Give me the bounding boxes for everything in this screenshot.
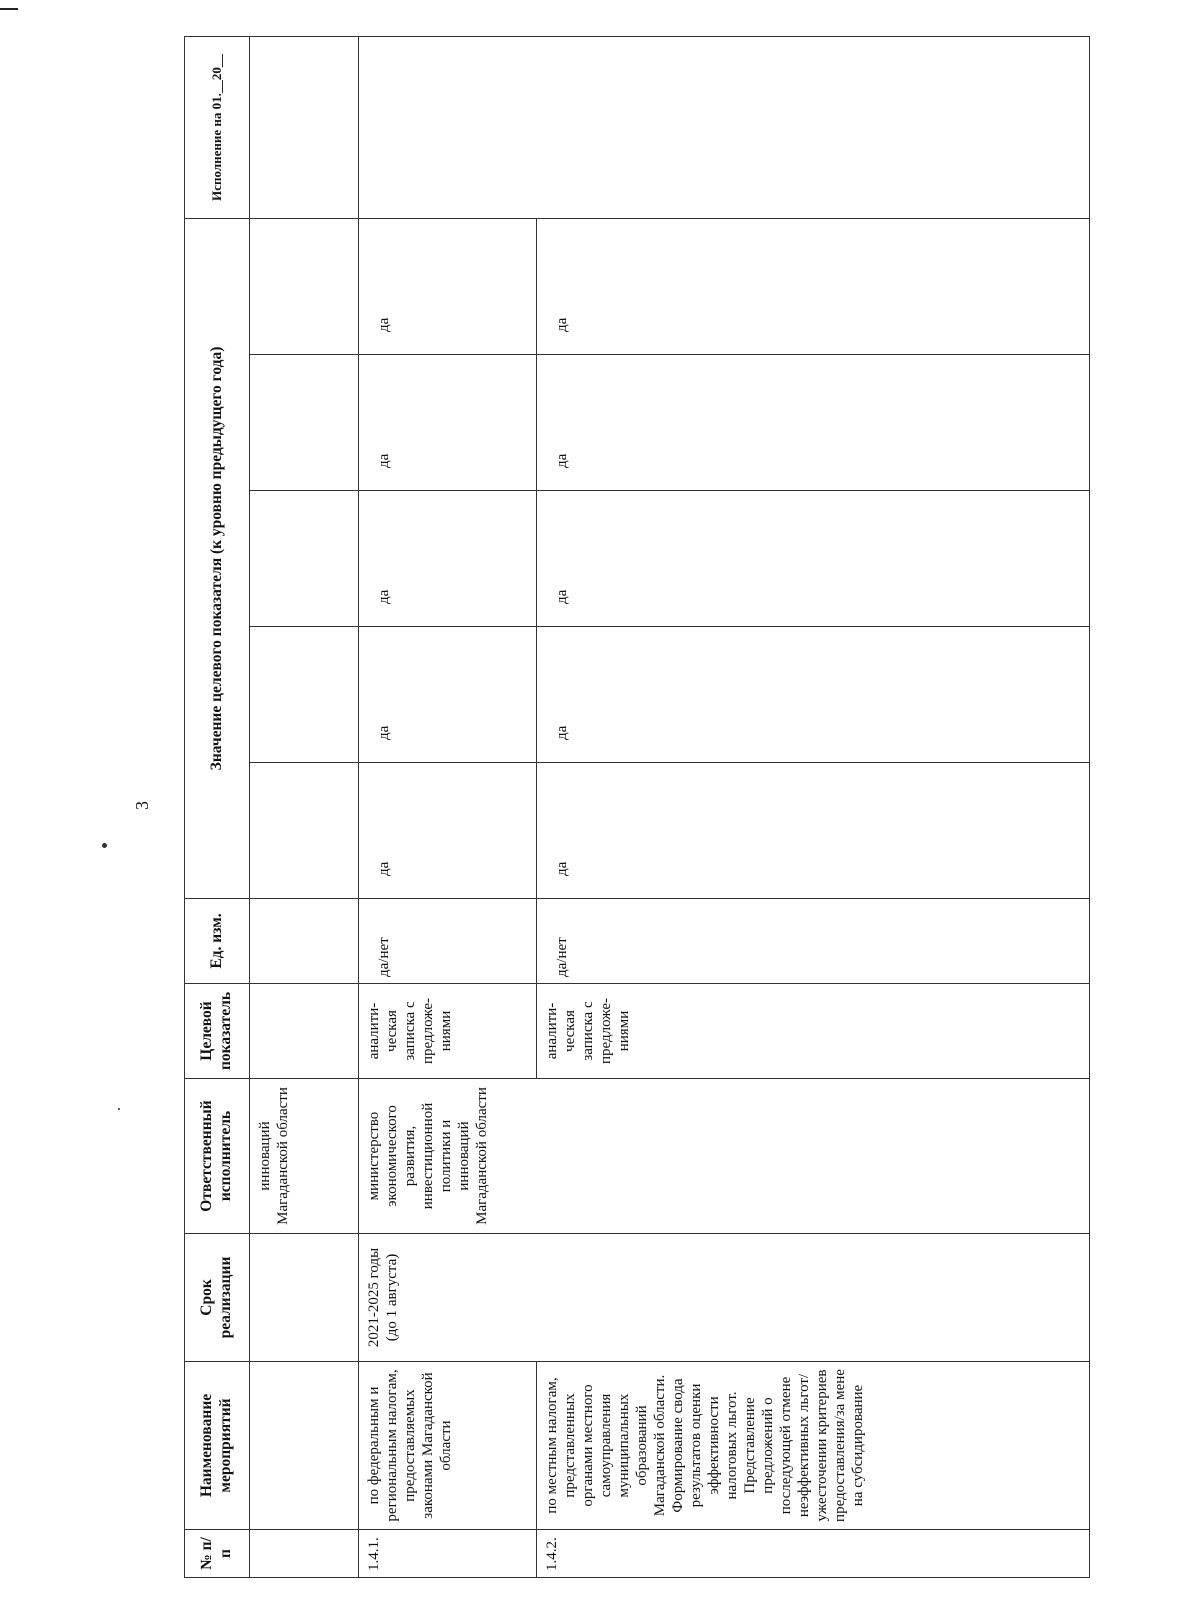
cell-unit	[250, 899, 359, 984]
cell-value: да	[537, 627, 1090, 763]
cell-value: да	[537, 218, 1090, 354]
cell-value: да	[359, 491, 537, 627]
header-unit: Ед. изм.	[185, 899, 250, 984]
cell-responsible: инноваций Магаданской области	[250, 1079, 359, 1234]
cell-responsible: министерство экономического развития, инвестиционной политики и инноваций Магаданской области	[359, 1079, 1090, 1234]
header-term: Срок реализации	[185, 1234, 250, 1362]
table-row-continued	[250, 36, 359, 1577]
cell-num	[250, 1530, 359, 1578]
cell-unit: да/нет	[537, 899, 1090, 984]
cell-value	[250, 218, 359, 354]
measures-table	[184, 36, 1090, 1578]
cell-value	[250, 355, 359, 491]
header-responsible: Ответственный исполнитель	[185, 1079, 250, 1234]
page-number: 3	[132, 801, 152, 810]
cell-value: да	[359, 355, 537, 491]
cell-execution	[359, 36, 1090, 218]
cell-name: по местным налогам, представленных органами местного самоуправления муниципальных образований Магаданской области. Формирование свода результатов оценки эффективности налоговых льгот. Представление предложений о последующей отмене неэффективных льгот/ужесточении критериев предоставления/за мене на субсидирование	[537, 1362, 1090, 1530]
cell-value: да	[359, 218, 537, 354]
cell-term: 2021-2025 годы (до 1 августа)	[359, 1234, 1090, 1362]
cell-num: 1.4.2.	[537, 1530, 1090, 1578]
cell-target: аналити-ческая записка с предложе-ниями	[359, 984, 537, 1079]
cell-execution	[250, 36, 359, 218]
cell-value	[250, 627, 359, 763]
scan-speck	[118, 1108, 120, 1110]
header-name: Наименование мероприятий	[185, 1362, 250, 1530]
cell-value	[250, 491, 359, 627]
scan-speck	[102, 843, 107, 848]
header-values: Значение целевого показателя (к уровню предыдущего года)	[185, 218, 250, 898]
header-num: № п/п	[185, 1530, 250, 1578]
header-execution: Исполнение на 01.__20__	[185, 36, 250, 218]
cell-value: да	[359, 763, 537, 899]
cell-value: да	[359, 627, 537, 763]
header-target: Целевой показатель	[185, 984, 250, 1079]
cell-value: да	[537, 355, 1090, 491]
cell-value: да	[537, 763, 1090, 899]
cell-num: 1.4.1.	[359, 1530, 537, 1578]
cell-unit: да/нет	[359, 899, 537, 984]
cell-target	[250, 984, 359, 1079]
cell-value	[250, 763, 359, 899]
cell-term	[250, 1234, 359, 1362]
cell-value: да	[537, 491, 1090, 627]
rotated-table-container	[184, 37, 1139, 1578]
table-row	[359, 36, 537, 1577]
cell-target: аналити-ческая записка с предложе-ниями	[537, 984, 1090, 1079]
scan-corner-mark	[0, 8, 18, 10]
cell-name	[250, 1362, 359, 1530]
cell-name: по федеральным и региональным налогам, предоставляемых законами Магаданской области	[359, 1362, 537, 1530]
